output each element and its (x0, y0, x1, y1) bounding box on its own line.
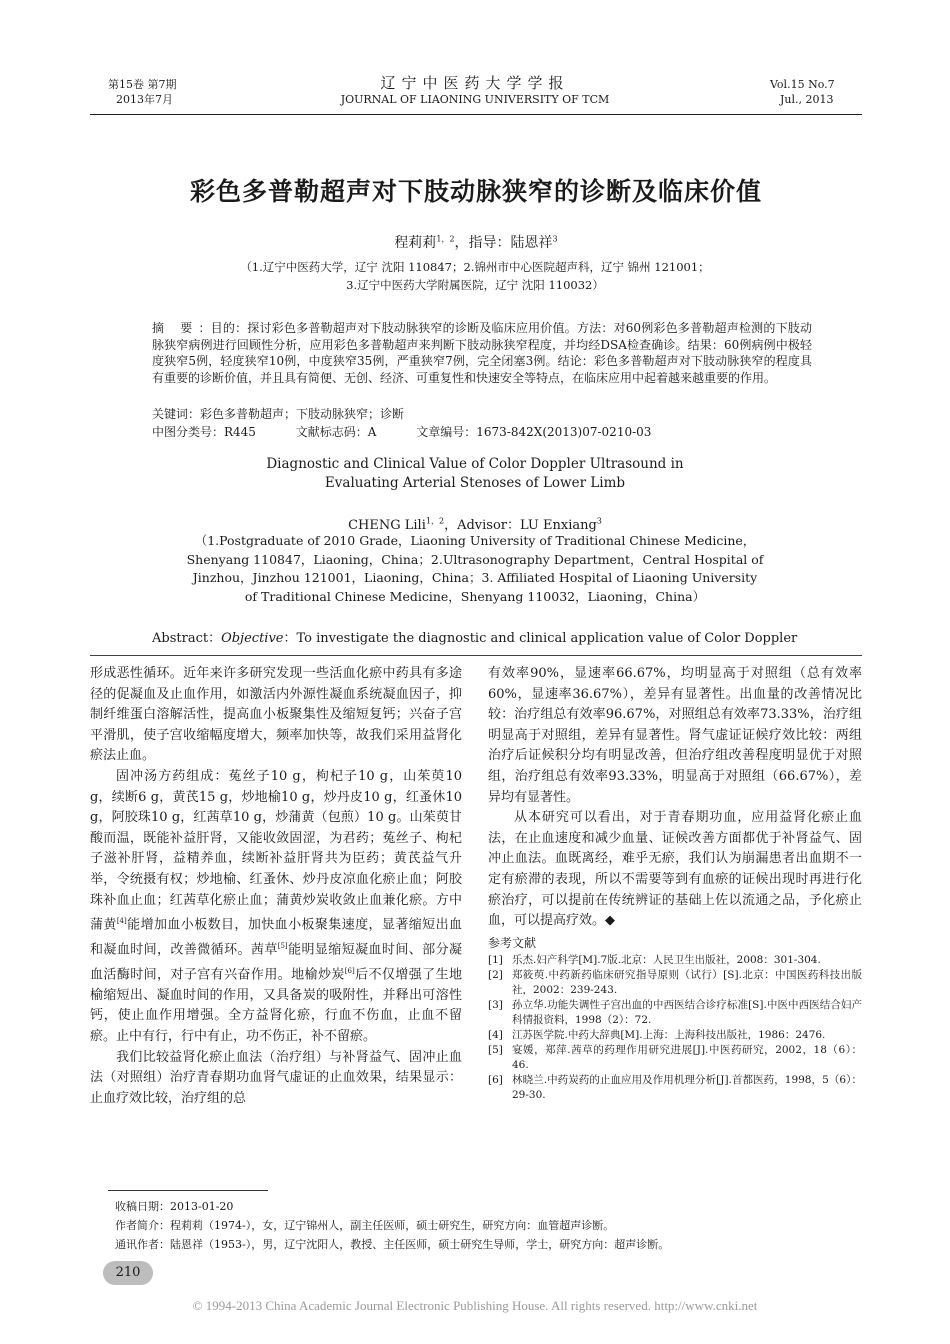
right-column (488, 664, 862, 1103)
reference-text: 孙立华.功能失调性子宫出血的中西医结合诊疗标准[S].中医中西医结合妇产科情报资料，1998（2）：72. (512, 999, 862, 1027)
running-header (0, 0, 950, 120)
page-break-rule (90, 655, 862, 656)
journal-name-en: JOURNAL OF LIAONING UNIVERSITY OF TCM (340, 93, 610, 106)
reference-text: 乐杰.妇产科学[M].7版.北京：人民卫生出版社，2008：301-304. (512, 954, 821, 967)
reference-item (488, 1073, 862, 1103)
abstract-label: 摘 要 (152, 321, 199, 335)
keywords: 关键词：彩色多普勒超声；下肢动脉狭窄；诊断 (152, 407, 405, 421)
header-volume-en (770, 77, 835, 107)
abstract-cn (152, 320, 812, 386)
english-title (150, 455, 800, 493)
english-abstract-label: Abstract： (152, 631, 222, 646)
english-author-name: CHENG Lili (348, 518, 426, 533)
reference-text: 林晓兰.中药炭药的止血应用及作用机理分析[J].首都医药，1998，5（6）：29-30. (512, 1074, 862, 1102)
english-title-line-2: Evaluating Arterial Stenoses of Lower Limb (324, 475, 626, 491)
abstract-text: ：目的：探讨彩色多普勒超声对下肢动脉狭窄的诊断及临床应用价值。方法：对60例彩色多普勒超声检测的下肢动脉狭窄病例进行回顾性分析，应用彩色多普勒超声来判断下肢动脉狭窄程度，并均经DSA检查确诊。结果：60例病例中极轻度狭窄5例，轻度狭窄10例，中度狭窄35例，严重狭窄7例，完全闭塞3例。结论：彩色多普勒超声对下肢动脉狭窄的程度具有重要的诊断价值，并且具有简便、无创、经济、可重复性和快速安全等特点，在临床应用中起着越来越重要的作用。 (152, 321, 812, 385)
english-abstract (152, 627, 852, 646)
page-number-badge: 210 (103, 1261, 153, 1285)
header-date-line: 2013年7月 (116, 93, 173, 106)
reference-number: [5] (488, 1044, 503, 1057)
text-run: 能增加血小板数目，加快血小板聚集速度，显著缩短出血和凝血时间，改善微循环。茜草 (90, 917, 462, 958)
body-paragraph: 从本研究可以看出，对于青春期功血，应用益肾化瘀止血法，在止血速度和减少血量、证候改善方面都优于补肾益气、固冲止血法。血既离经，难乎无瘀，我们认为崩漏患者出血期不一定有瘀滞的表现，所以不需要等到有血瘀的证候出现时再进行化瘀治疗，可以提前在传统辨证的基础上佐以流通之品，予化瘀止血，可以提高疗效。◆ (488, 810, 862, 929)
reference-number: [2] (488, 969, 503, 982)
header-volume-cn (108, 77, 177, 107)
header-rule (90, 114, 862, 115)
reference-text: 郑筱萸.中药新药临床研究指导原则（试行）[S].北京：中国医药科技出版社，2002：239-243. (512, 969, 862, 997)
article-number: 文章编号：1673-842X(2013)07-0210-03 (416, 425, 652, 439)
classification-line (152, 424, 812, 440)
footnote-received: 收稿日期：2013-01-20 (115, 1200, 234, 1213)
reference-item (488, 953, 862, 968)
reference-item (488, 998, 862, 1028)
body-paragraph (90, 767, 462, 1048)
references-heading: 参考文献 (488, 935, 537, 950)
reference-item (488, 968, 862, 998)
english-title-line-1: Diagnostic and Clinical Value of Color Doppler Ultrasound in (266, 456, 684, 472)
affiliation-line-2: 3.辽宁中医药大学附属医院，辽宁 沈阳 110032） (346, 278, 604, 292)
reference-text: 江苏医学院.中药大辞典[M].上海：上海科技出版社，1986：2476. (512, 1029, 826, 1042)
body-paragraph: 有效率90%，显速率66.67%，均明显高于对照组（总有效率60%，显速率36.67%），差异有显著性。出血量的改善情况比较：治疗组总有效率96.67%，对照组总有效率73.33%，治疗组明显高于对照组，差异有显著性。肾气虚证证候疗效比较：两组治疗后证候积分均有明显改善，但治疗组改善程度明显优于对照组，治疗组总有效率93.33%，明显高于对照组（66.67%），差异均有显著性。 (488, 666, 862, 805)
english-author-sup: 1，2 (425, 516, 445, 526)
author-name: 程莉莉 (394, 235, 437, 251)
english-affiliation-line-2: Shenyang 110847，Liaoning，China；2.Ultrasonography Department，Central Hospital of (186, 551, 764, 567)
footnote-corresponding: 通讯作者：陆恩祥（1953-），男，辽宁沈阳人，教授、主任医师，硕士研究生导师，学士，研究方向：超声诊断。 (115, 1238, 670, 1251)
citation-ref: [4] (116, 917, 127, 926)
article-title: 彩色多普勒超声对下肢动脉狭窄的诊断及临床价值 (189, 177, 762, 206)
header-journal (280, 74, 670, 107)
advisor-sup: 3 (552, 234, 558, 244)
header-volume-line: 第15卷 第7期 (108, 78, 177, 91)
citation-ref: [5] (277, 942, 288, 951)
english-affiliation-line-4: of Traditional Chinese Medicine，Shenyang 110032，Liaoning，China） (244, 588, 706, 604)
copyright-footer: © 1994-2013 China Academic Journal Electronic Publishing House. All rights reserved. http://www.cnki.net (192, 1298, 758, 1313)
document-code: 文献标志码：A (295, 425, 377, 439)
footnote-rule (108, 1190, 268, 1191)
reference-number: [1] (488, 954, 503, 967)
header-month-year: Jul., 2013 (780, 93, 834, 106)
affiliations (180, 258, 770, 294)
clc-number: 中图分类号：R445 (152, 425, 256, 439)
english-affiliation-line-3: Jinzhou，Jinzhou 121001，Liaoning，China；3. Affiliated Hospital of Liaoning University (192, 570, 758, 585)
english-advisor-sup: 3 (596, 516, 602, 526)
text-run: 后不仅增强了生地榆缩短出、凝血时间的作用，又具备炭的吸附性，并释出可溶性钙，使止血作用增强。全方益肾化瘀，行血不伤血，止血不留瘀。止中有行，行中有止，功不伤正，补不留瘀。 (90, 967, 462, 1045)
left-column (90, 664, 462, 1109)
header-vol-no: Vol.15 No.7 (770, 78, 835, 91)
advisor: ，指导：陆恩祥 (454, 235, 553, 251)
english-affiliation-line-1: （1.Postgraduate of 2010 Grade，Liaoning University of Traditional Chinese Medicine， (194, 533, 756, 548)
citation-ref: [6] (344, 966, 355, 975)
english-authors (150, 514, 800, 533)
body-paragraph: 形成恶性循环。近年来许多研究发现一些活血化瘀中药具有多途径的促凝血及止血作用，如激活内外源性凝血系统凝血因子，抑制纤维蛋白溶解活性，提高血小板聚集性及缩短复钙；兴奋子宫平滑肌，使子宫收缩幅度增大，频率加快等，故我们采用益肾化瘀法止血。 (90, 666, 462, 764)
english-abstract-objective: Objective (221, 631, 284, 646)
reference-number: [6] (488, 1074, 503, 1087)
authors (90, 232, 862, 252)
english-advisor: ，Advisor：LU Enxiang (444, 518, 597, 533)
author-sup: 1，2 (436, 234, 455, 244)
reference-number: [4] (488, 1029, 503, 1042)
affiliation-line-1: （1.辽宁中医药大学，辽宁 沈阳 110847；2.锦州市中心医院超声科，辽宁 锦州 121001； (240, 260, 710, 274)
english-abstract-text: ：To investigate the diagnostic and clinical application value of Color Doppler (283, 631, 798, 646)
footnote-author-bio: 作者简介：程莉莉（1974-），女，辽宁锦州人，副主任医师，硕士研究生，研究方向：血管超声诊断。 (115, 1219, 615, 1232)
text-run: 能明显缩短凝血时间、部分凝血活酶时间，对子宫有兴奋作用。地榆炒炭 (90, 942, 462, 983)
reference-item (488, 1043, 862, 1073)
reference-text: 宴媛，郑萍.茜草的药理作用研究进展[J].中医药研究，2002，18（6）：46. (512, 1044, 862, 1072)
english-affiliations (150, 532, 800, 606)
reference-item (488, 1028, 862, 1043)
journal-name-cn: 辽宁中医药大学学报 (380, 74, 570, 92)
text-run: 固冲汤方药组成：菟丝子10 g，枸杞子10 g，山茱萸10 g，续断6 g，黄芪15 g，炒地榆10 g，炒丹皮10 g，红蚤休10 g，阿胶珠10 g，红茜草10 g，炒蒲黄（包煎）10 g。山茱萸甘酸而温，既能补益肝肾，又能收敛固涩，为君药；菟丝子、枸杞子滋补肝肾，益精养血，续断补益肝肾共为臣药；黄芪益气升举，令统摄有权；炒地榆、红蚤休、炒丹皮凉血化瘀止血；阿胶珠补血止血；红茜草化瘀止血；蒲黄炒炭收敛止血兼化瘀。方中蒲黄 (90, 768, 462, 933)
body-paragraph: 我们比较益肾化瘀止血法（治疗组）与补肾益气、固冲止血法（对照组）治疗青春期功血肾气虚证的止血效果，结果显示：止血疗效比较，治疗组的总 (90, 1049, 462, 1106)
reference-list (488, 953, 862, 1103)
reference-number: [3] (488, 999, 503, 1012)
